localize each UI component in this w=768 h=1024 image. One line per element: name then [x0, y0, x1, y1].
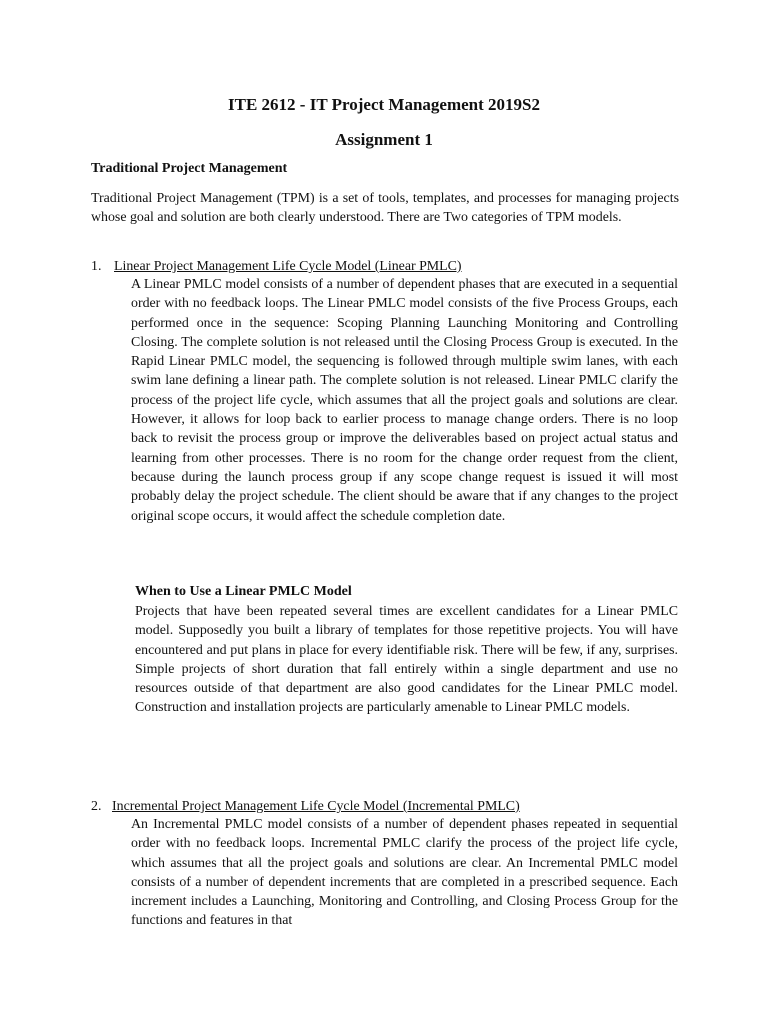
section-heading: Traditional Project Management	[91, 161, 288, 176]
document-subtitle: Assignment 1	[335, 130, 433, 149]
list-item-body-1: A Linear PMLC model consists of a number of dependent phases that are executed in a sequential order with no feedback loops. The Linear PMLC model consists of the five Process Groups, each performed once in the sequence: Scoping Planning Launching Monitoring and Controlling Closing. The complete solution is not released until the Closing Process Group is executed. In the Rapid Linear PMLC model, the sequencing is followed through multiple swim lanes, with each swim lane defining a linear path. The complete solution is not released. Linear PMLC clarify the process of the project life cycle, which assumes that all the project goals and solutions are clear. However, it allows for loop back to earlier process to manage change orders. There is no loop back to revisit the process group or improve the deliverables based on project actual status and learning from other processes. There is no room for the change order request from the client, because during the launch process group if any scope change request is issued it will most probably delay the project schedule. The client should be aware that if any changes to the project original scope occurs, it would affect the schedule completion date.	[131, 277, 678, 524]
document-title: ITE 2612 - IT Project Management 2019S2	[228, 95, 540, 114]
list-item-title-2: Incremental Project Management Life Cycle Model (Incremental PMLC)	[112, 799, 520, 814]
subsection-paragraph: Projects that have been repeated several times are excellent candidates for a Linear PMLC model. Supposedly you built a library of templates for those repetitive projects. You will have encountered and put plans in place for every identifiable risk. There will be few, if any, surprises. Simple projects of short duration that fall entirely within a single department and use no resources outside of that department are also good candidates for the Linear PMLC model. Construction and installation projects are particularly amenable to Linear PMLC models.	[135, 604, 678, 716]
subsection-heading: When to Use a Linear PMLC Model	[135, 584, 352, 599]
list-item-title-1: Linear Project Management Life Cycle Model (Linear PMLC)	[114, 259, 462, 274]
intro-paragraph: Traditional Project Management (TPM) is a set of tools, templates, and processes for managing projects whose goal and solution are both clearly understood. There are Two categories of TPM models.	[91, 191, 679, 226]
list-item-number-2: 2.	[91, 799, 102, 814]
list-item-body-2: An Incremental PMLC model consists of a number of dependent phases repeated in sequential order with no feedback loops. Incremental PMLC clarify the process of the project life cycle, which assumes that all the project goals and solutions are clear. An Incremental PMLC model consists of a number of dependent increments that are completed in a prescribed sequence. Each increment includes a Launching, Monitoring and Controlling, and Closing Process Group for the functions and features in that	[131, 817, 678, 929]
list-item-number-1: 1.	[91, 259, 102, 274]
